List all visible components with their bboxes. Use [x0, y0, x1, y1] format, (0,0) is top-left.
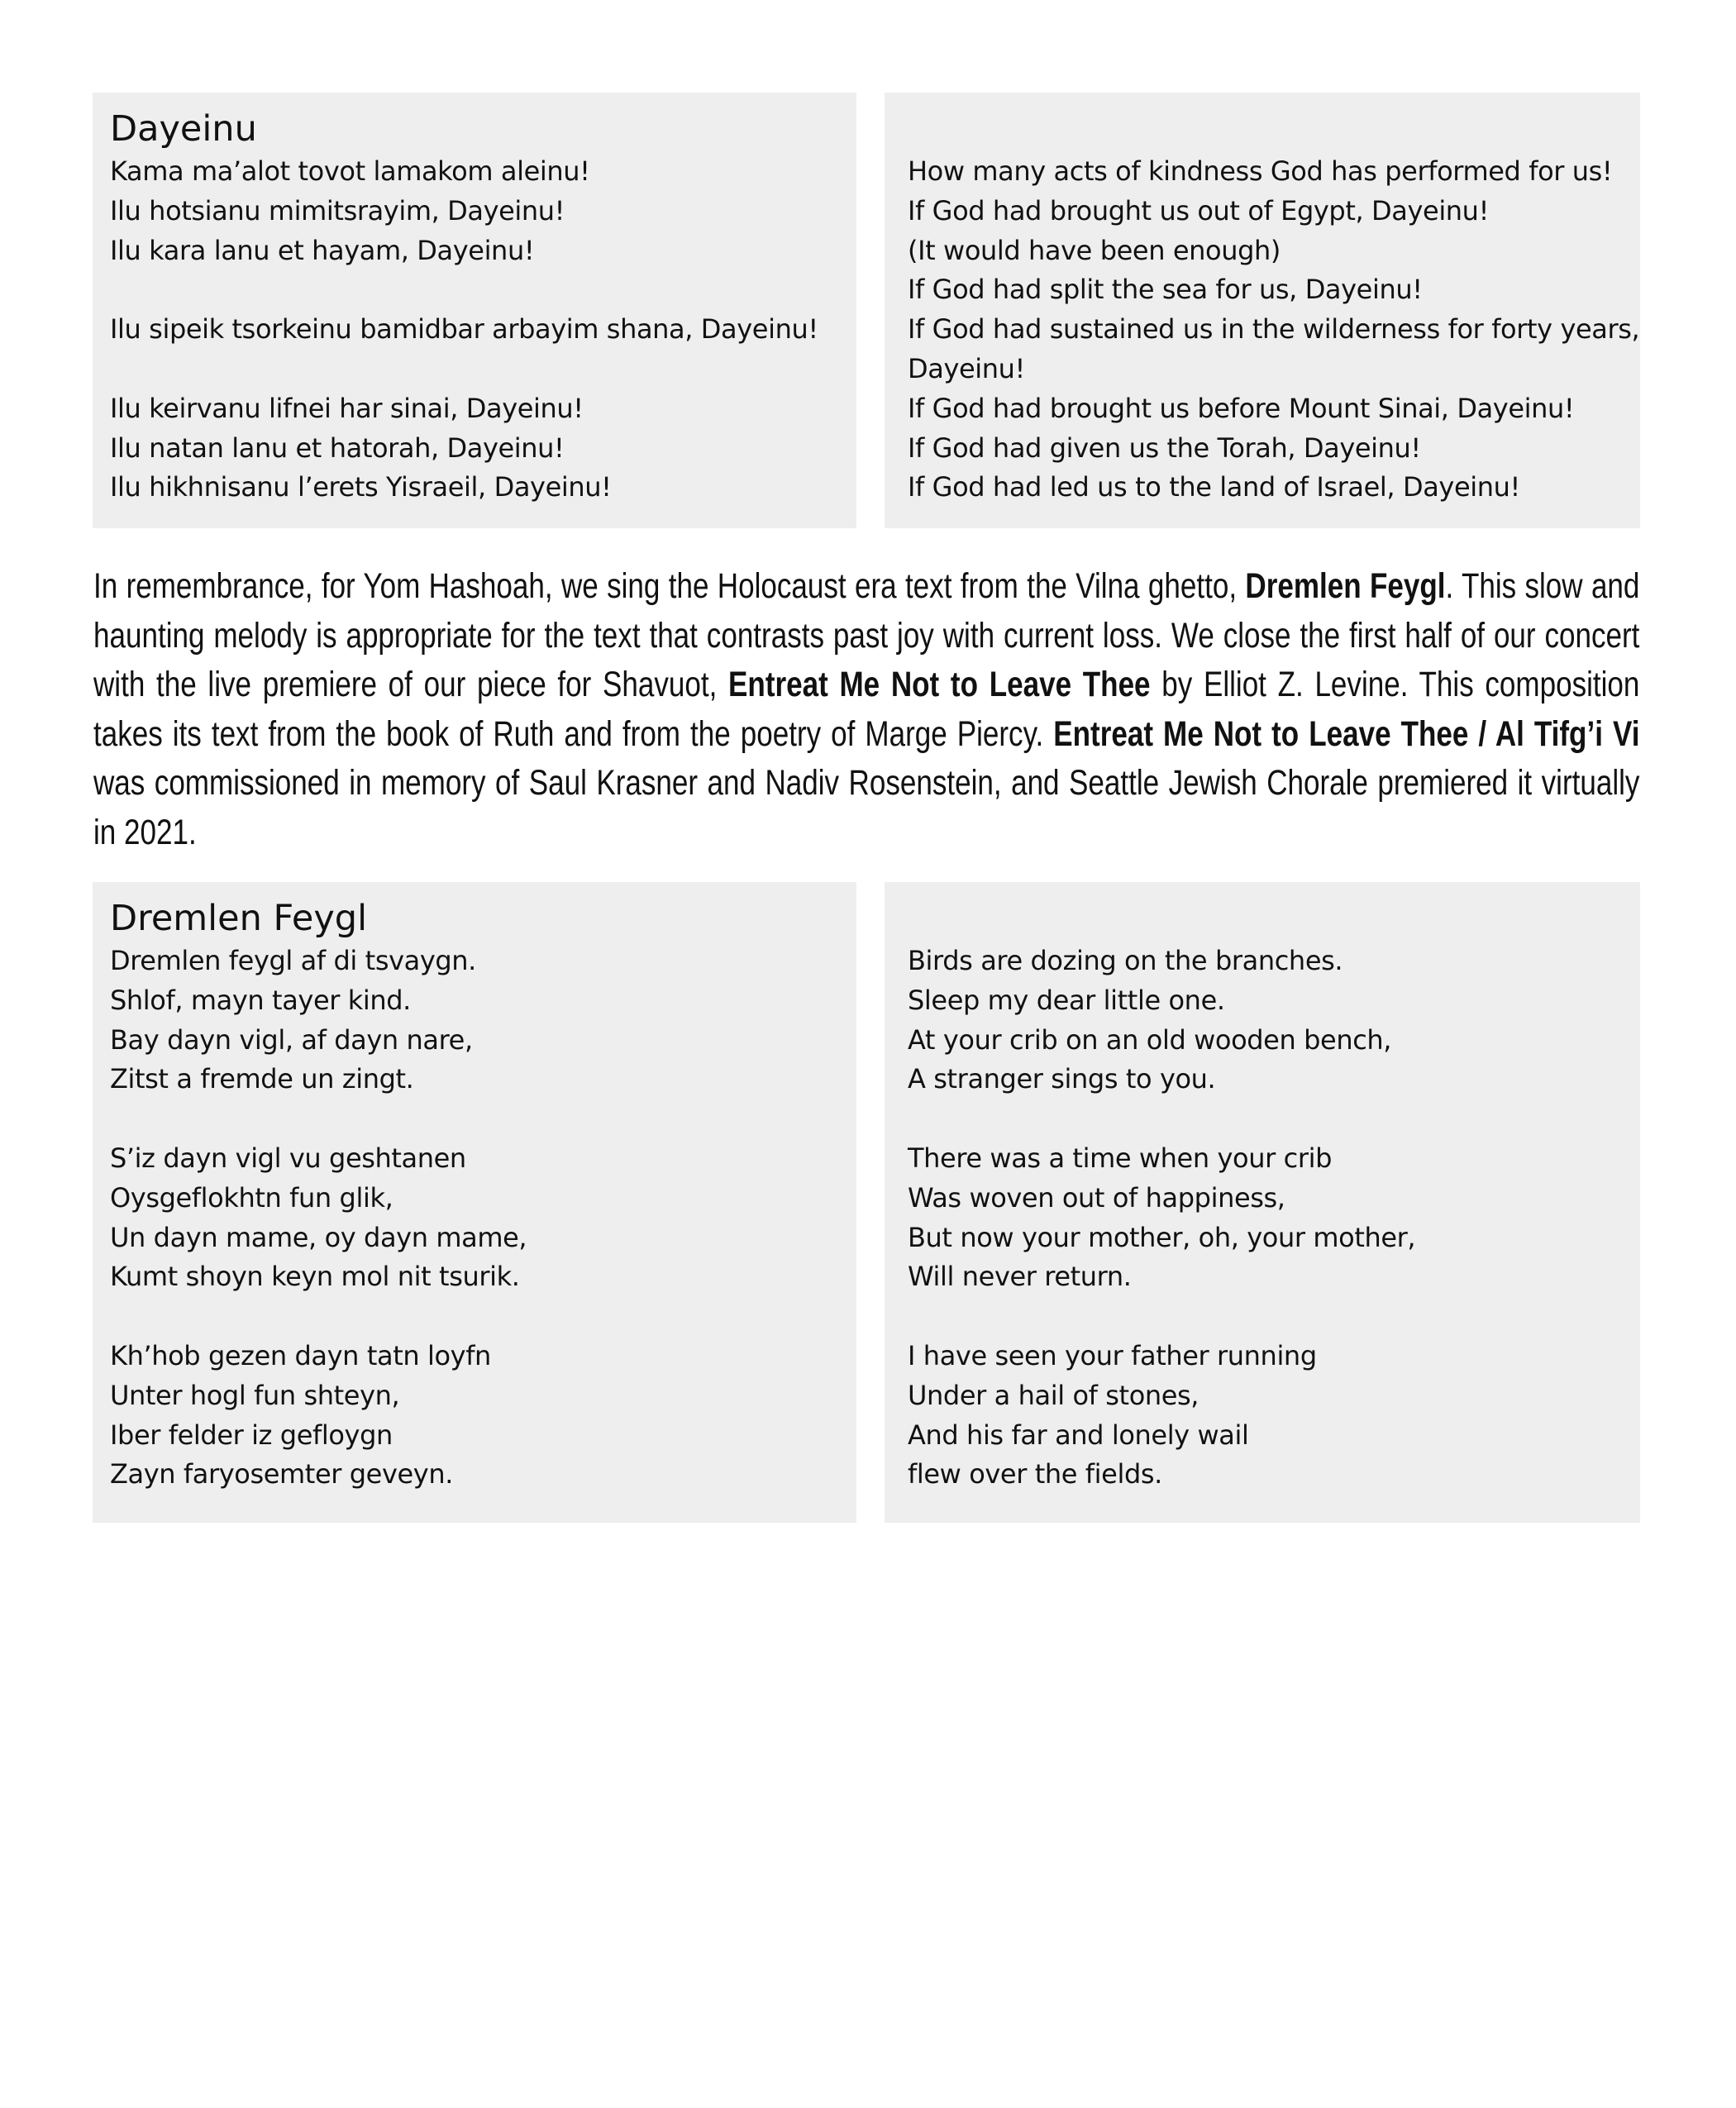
dremlen-translation-line: I have seen your father running [908, 1339, 1317, 1371]
dremlen-transliteration-line: Kh’hob gezen dayn tatn loyfn [110, 1339, 491, 1371]
dremlen-translation-line: But now your mother, oh, your mother, [908, 1221, 1416, 1253]
dremlen-translation-line: At your crib on an old wooden bench, [908, 1023, 1392, 1056]
dremlen-translation-line: flew over the fields. [908, 1458, 1162, 1490]
dremlen-transliteration-line: S’iz dayn vigl vu geshtanen [110, 1142, 466, 1174]
prose-title-al-tifgi-vi: Entreat Me Not to Leave Thee / Al Tifg’i Vi [1053, 713, 1640, 754]
dremlen-transliteration [110, 942, 527, 1495]
dremlen-translation-line: Birds are dozing on the branches. [908, 945, 1343, 976]
prose-title-entreat-me: Entreat Me Not to Leave Thee [728, 665, 1151, 704]
dayeinu-transliteration-stanza-break [110, 270, 818, 310]
dayeinu-transliteration-line: Ilu keirvanu lifnei har sinai, Dayeinu! [110, 392, 584, 424]
dremlen-translation-line: Sleep my dear little one. [908, 984, 1225, 1016]
dremlen-transliteration-line: Zayn faryosemter geveyn. [110, 1458, 453, 1490]
dremlen-transliteration-line: Zitst a fremde un zingt. [110, 1063, 414, 1095]
dayeinu-translation-line: If God had brought us before Mount Sinai, Dayeinu! [908, 392, 1575, 424]
dremlen-translation-stanza-break [908, 1297, 1415, 1337]
dayeinu-translation-line: If God had led us to the land of Israel, Dayeinu! [908, 471, 1520, 503]
dayeinu-title: Dayeinu [110, 108, 257, 150]
dremlen-transliteration-stanza-break [110, 1297, 527, 1337]
dremlen-transliteration-line: Dremlen feygl af di tsvaygn. [110, 945, 476, 976]
dremlen-transliteration-line: Oysgeflokhtn fun glik, [110, 1181, 393, 1214]
dayeinu-transliteration [110, 152, 818, 508]
dayeinu-translation-line: If God had sustained us in the wilderness for forty years, [908, 313, 1640, 346]
prose-text-4: was commissioned in memory of Saul Krasner and Nadiv Rosenstein, and Seattle Jewish Chorale premiered it virtually in 2021. [93, 763, 1640, 852]
dayeinu-transliteration-line: Ilu hikhnisanu l’erets Yisraeil, Dayeinu! [110, 471, 612, 503]
dayeinu-transliteration-line: Ilu kara lanu et hayam, Dayeinu! [110, 234, 535, 266]
dremlen-transliteration-stanza-break [110, 1099, 527, 1139]
dayeinu-translation-line: (It would have been enough) [908, 234, 1281, 266]
dremlen-translation-stanza-break [908, 1099, 1415, 1139]
dayeinu-translation-line: If God had split the sea for us, Dayeinu! [908, 274, 1423, 306]
prose-title-dremlen-feygl: Dremlen Feygl [1245, 566, 1446, 606]
dremlen-transliteration-line: Kumt shoyn keyn mol nit tsurik. [110, 1261, 520, 1293]
dayeinu-translation-line: Dayeinu! [908, 352, 1025, 384]
dayeinu-translation-line: How many acts of kindness God has performed for us! [908, 155, 1613, 187]
dayeinu-translation [908, 152, 1639, 508]
program-notes-paragraph [93, 562, 1639, 857]
prose-text-3: by Elliot Z. Levine. This composition takes its text from the book of Ruth and from the poetry of Marge Piercy. [93, 665, 1640, 754]
dremlen-translation-line: And his far and lonely wail [908, 1419, 1249, 1451]
dayeinu-transliteration-line: Kama ma’alot tovot lamakom aleinu! [110, 155, 590, 187]
dayeinu-translation-line: If God had brought us out of Egypt, Dayeinu! [908, 194, 1489, 227]
dayeinu-transliteration-line: Ilu sipeik tsorkeinu bamidbar arbayim shana, Dayeinu! [110, 313, 818, 346]
dremlen-transliteration-line: Un dayn mame, oy dayn mame, [110, 1221, 527, 1253]
dremlen-translation-line: Under a hail of stones, [908, 1379, 1199, 1411]
prose-text-1: In remembrance, for Yom Hashoah, we sing the Holocaust era text from the Vilna ghetto, [93, 566, 1246, 606]
dremlen-transliteration-line: Unter hogl fun shteyn, [110, 1379, 400, 1411]
dremlen-translation-line: Will never return. [908, 1261, 1132, 1293]
dremlen-transliteration-line: Iber felder iz gefloygn [110, 1419, 393, 1451]
dremlen-title: Dremlen Feygl [110, 898, 368, 939]
dremlen-translation-line: A stranger sings to you. [908, 1063, 1216, 1095]
dayeinu-transliteration-line: Ilu natan lanu et hatorah, Dayeinu! [110, 432, 565, 464]
dayeinu-transliteration-stanza-break [110, 350, 818, 389]
dremlen-translation-line: Was woven out of happiness, [908, 1181, 1285, 1214]
dremlen-transliteration-line: Shlof, mayn tayer kind. [110, 984, 411, 1016]
prose-text-2: . This slow and haunting melody is appropriate for the text that contrasts past joy with current loss. We close the first half of our concert with the live premiere of our piece for Shavuot, [93, 566, 1640, 704]
dremlen-transliteration-line: Bay dayn vigl, af dayn nare, [110, 1023, 473, 1056]
dremlen-translation-line: There was a time when your crib [908, 1142, 1332, 1174]
dremlen-translation [908, 942, 1415, 1495]
dayeinu-translation-line: If God had given us the Torah, Dayeinu! [908, 432, 1421, 464]
dayeinu-transliteration-line: Ilu hotsianu mimitsrayim, Dayeinu! [110, 194, 565, 227]
